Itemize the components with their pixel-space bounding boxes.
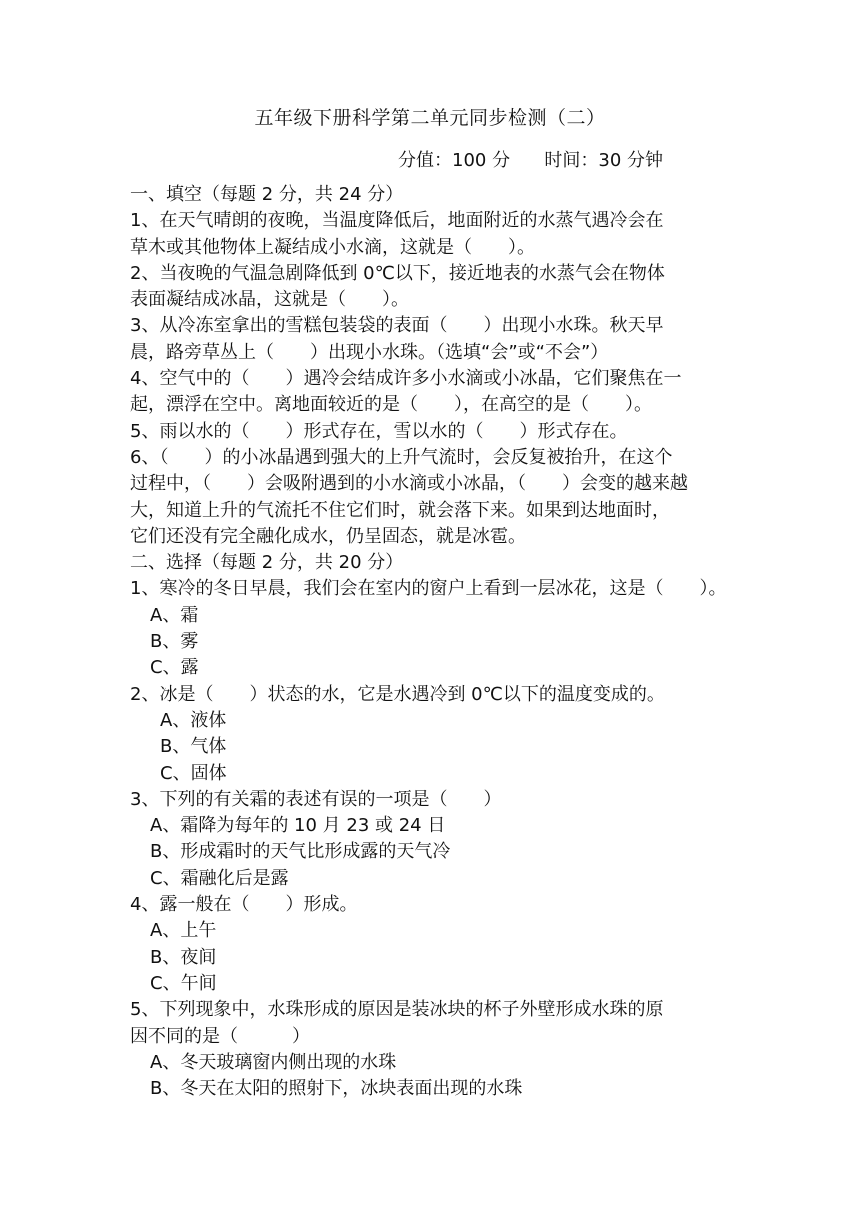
- score-time-info: 分值：100 分 时间：30 分钟: [398, 150, 664, 171]
- option-line: C、露: [150, 657, 199, 679]
- option-line: A、霜: [150, 604, 199, 626]
- option-line: C、固体: [160, 762, 227, 784]
- question-body: [130, 182, 740, 1102]
- question-line: 起，漂浮在空中。离地面较近的是（ ），在高空的是（ ）。: [130, 394, 652, 416]
- option-line: B、气体: [160, 736, 227, 758]
- option-line: A、上午: [150, 920, 217, 942]
- question-line: 2、冰是（ ）状态的水，它是水遇冷到 0℃以下的温度变成的。: [130, 683, 665, 705]
- question-line: 2、当夜晚的气温急剧降低到 0℃以下，接近地表的水蒸气会在物体: [130, 262, 665, 284]
- question-line: 大，知道上升的气流托不住它们时，就会落下来。如果到达地面时，: [130, 499, 670, 521]
- option-line: C、霜融化后是露: [150, 867, 289, 889]
- question-line: 表面凝结成冰晶，这就是（ ）。: [130, 289, 409, 311]
- question-line: 4、露一般在（ ）形成。: [130, 894, 358, 916]
- option-line: B、雾: [150, 631, 199, 653]
- question-line: 晨，路旁草丛上（ ）出现小水珠。（选填“会”或“不会”）: [130, 341, 609, 363]
- question-line: 过程中，（ ）会吸附遇到的小水滴或小冰晶，（ ）会变的越来越: [130, 473, 688, 495]
- option-line: A、液体: [160, 709, 227, 731]
- question-line: 4、空气中的（ ）遇冷会结成许多小水滴或小冰晶，它们聚焦在一: [130, 368, 682, 390]
- question-line: 它们还没有完全融化成水，仍呈固态，就是冰雹。: [130, 525, 526, 547]
- question-line: 二、选择（每题 2 分，共 20 分）: [130, 552, 404, 574]
- option-line: A、冬天玻璃窗内侧出现的水珠: [150, 1051, 397, 1073]
- option-line: B、冬天在太阳的照射下，冰块表面出现的水珠: [150, 1078, 523, 1100]
- question-line: 5、下列现象中，水珠形成的原因是装冰块的杯子外壁形成水珠的原: [130, 999, 664, 1021]
- question-line: 草木或其他物体上凝结成小水滴，这就是（ ）。: [130, 236, 535, 258]
- question-line: 5、雨以水的（ ）形式存在，雪以水的（ ）形式存在。: [130, 420, 628, 442]
- question-line: 因不同的是（ ）: [130, 1025, 310, 1047]
- question-line: 6、（ ）的小冰晶遇到强大的上升气流时，会反复被抬升，在这个: [130, 446, 673, 468]
- option-line: B、形成霜时的天气比形成露的天气冷: [150, 841, 451, 863]
- question-line: 1、寒冷的冬日早晨，我们会在室内的窗户上看到一层冰花，这是（ ）。: [130, 578, 727, 600]
- document-title: 五年级下册科学第二单元同步检测（二）: [254, 107, 606, 129]
- question-line: 一、填空（每题 2 分，共 24 分）: [130, 184, 404, 205]
- option-line: C、午间: [150, 972, 217, 994]
- option-line: B、夜间: [150, 946, 217, 968]
- question-line: 3、从冷冻室拿出的雪糕包装袋的表面（ ）出现小水珠。秋天早: [130, 315, 664, 337]
- question-line: 1、在天气晴朗的夜晚，当温度降低后，地面附近的水蒸气遇冷会在: [130, 210, 664, 232]
- question-line: 3、下列的有关霜的表述有误的一项是（ ）: [130, 788, 502, 810]
- option-line: A、霜降为每年的 10 月 23 或 24 日: [150, 815, 446, 837]
